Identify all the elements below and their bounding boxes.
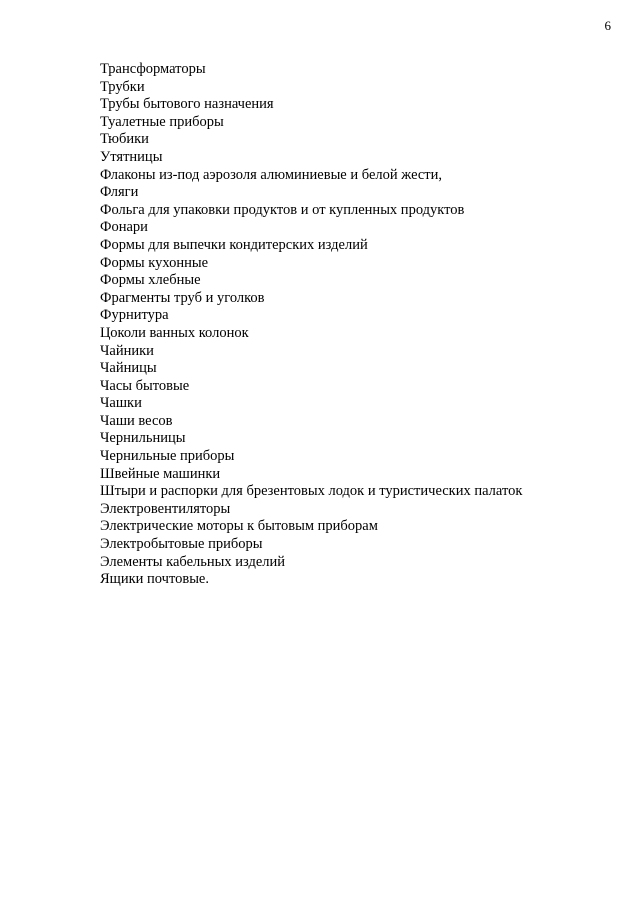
list-item: Чашки (100, 395, 142, 412)
list-item: Формы кухонные (100, 254, 209, 271)
list-item: Элементы кабельных изделий (100, 553, 286, 570)
item-list (100, 61, 620, 589)
list-item: Чаши весов (100, 412, 173, 429)
list-item: Трубки (100, 78, 145, 95)
list-item: Формы хлебные (100, 272, 201, 289)
list-item: Трансформаторы (100, 61, 206, 77)
list-item: Ящики почтовые. (100, 571, 209, 588)
list-item: Швейные машинки (100, 465, 221, 482)
list-item: Формы для выпечки кондитерских изделий (100, 236, 368, 253)
list-item: Часы бытовые (100, 377, 190, 394)
list-item: Чернильные приборы (100, 448, 235, 465)
list-item: Туалетные приборы (100, 113, 224, 130)
list-item: Электробытовые приборы (100, 536, 263, 553)
list-item: Тюбики (100, 131, 149, 148)
list-item: Фляги (100, 184, 139, 201)
list-item: Фонари (100, 219, 148, 236)
list-item: Цоколи ванных колонок (100, 324, 249, 341)
list-item: Флаконы из-под аэрозоля алюминиевые и белой жести, (100, 166, 443, 183)
list-item: Фольга для упаковки продуктов и от купленных продуктов (100, 201, 465, 218)
list-item: Чернильницы (100, 430, 186, 447)
list-item: Чайники (100, 342, 154, 359)
list-item: Трубы бытового назначения (100, 96, 274, 113)
page-number: 6 (604, 18, 611, 33)
list-item: Штыри и распорки для брезентовых лодок и туристических палаток (100, 483, 523, 500)
list-item: Электровентиляторы (100, 500, 231, 517)
list-item: Утятницы (100, 148, 163, 165)
list-item: Фрагменты труб и уголков (100, 289, 265, 306)
list-item: Фурнитура (100, 307, 169, 324)
list-item: Электрические моторы к бытовым приборам (100, 518, 378, 535)
list-item: Чайницы (100, 360, 157, 377)
